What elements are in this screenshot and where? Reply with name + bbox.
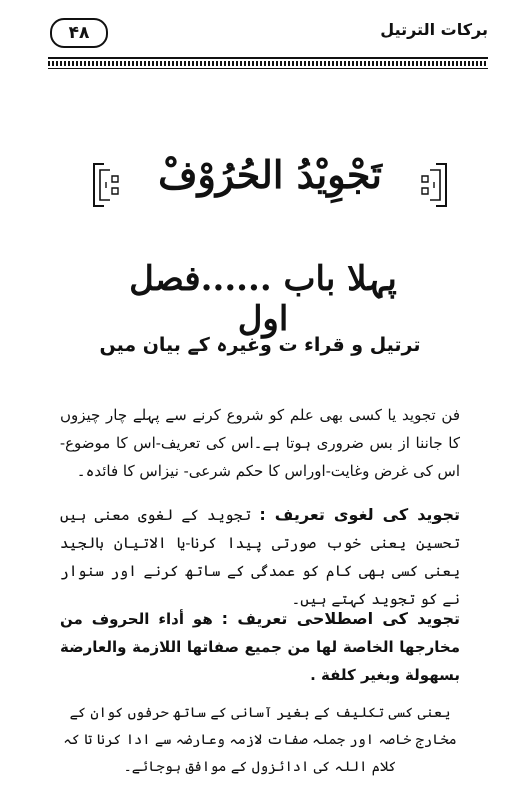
chapter-title-block xyxy=(90,150,450,216)
intro-paragraph: فن تجوید یا کسی بھی علم کو شروع کرنے سے پہلے چار چیزوں کا جاننا از بس ضروری ہوتا ہے۔اس کی تعریف-اس کا موضوع-اس کی غرض وغایت-اوراس کا حکم شرعی- نیزاس کا فائدہ۔ xyxy=(60,406,460,480)
section-title: پہلا باب ......فصل اول xyxy=(129,259,397,339)
literal-definition-paragraph xyxy=(60,501,460,613)
literal-definition-heading: تجوید کی لغوی تعریف : xyxy=(259,505,461,524)
technical-definition-heading: تجوید کی اصطلاحی تعریف : xyxy=(221,609,460,628)
running-title: برکات الترتیل xyxy=(380,20,488,39)
subheading: ترتیل و قراء ت وغیرہ کے بیان میں xyxy=(99,334,421,356)
page-number-badge xyxy=(50,18,108,48)
header-rule-lower xyxy=(48,68,488,69)
ornamental-bracket-left-icon xyxy=(90,162,122,208)
definition-translation: یعنی کسی تکلیف کے بغیر آسانی کے ساتھ حرفوں کوان کے مخارج خاصہ اور جملہ صفات لازمہ وعارضہ سے ادا کرنا تا کہ کلام اللہ کی ادائزول کے موافق ہوجائے۔ xyxy=(63,705,457,775)
technical-definition-paragraph xyxy=(60,605,460,689)
chapter-title: تَجْوِیْدُ الحُرُوْفْ xyxy=(158,152,382,197)
header-dotted-rule xyxy=(48,61,488,66)
ornamental-bracket-right-icon xyxy=(418,162,450,208)
page-header xyxy=(48,14,488,54)
header-rule xyxy=(48,57,488,59)
literal-definition-text: تجوید کے لغوی معنی ہیں تحسین یعنی خوب صورتی پیدا کرنا-یا الاتیان بالجید یعنی کسی بھی کام کو عمدگی کے ساتھ کرنے اور سنوار نے کو تجوید کہتے ہیں۔ xyxy=(60,506,460,608)
page-number: ۴۸ xyxy=(68,23,90,43)
technical-definition-arabic: هو أداء الحروف من مخارجها الخاصة لها من جميع صفاتها اللازمة والعارضة بسهولة وبغير كلفة . xyxy=(60,610,460,684)
